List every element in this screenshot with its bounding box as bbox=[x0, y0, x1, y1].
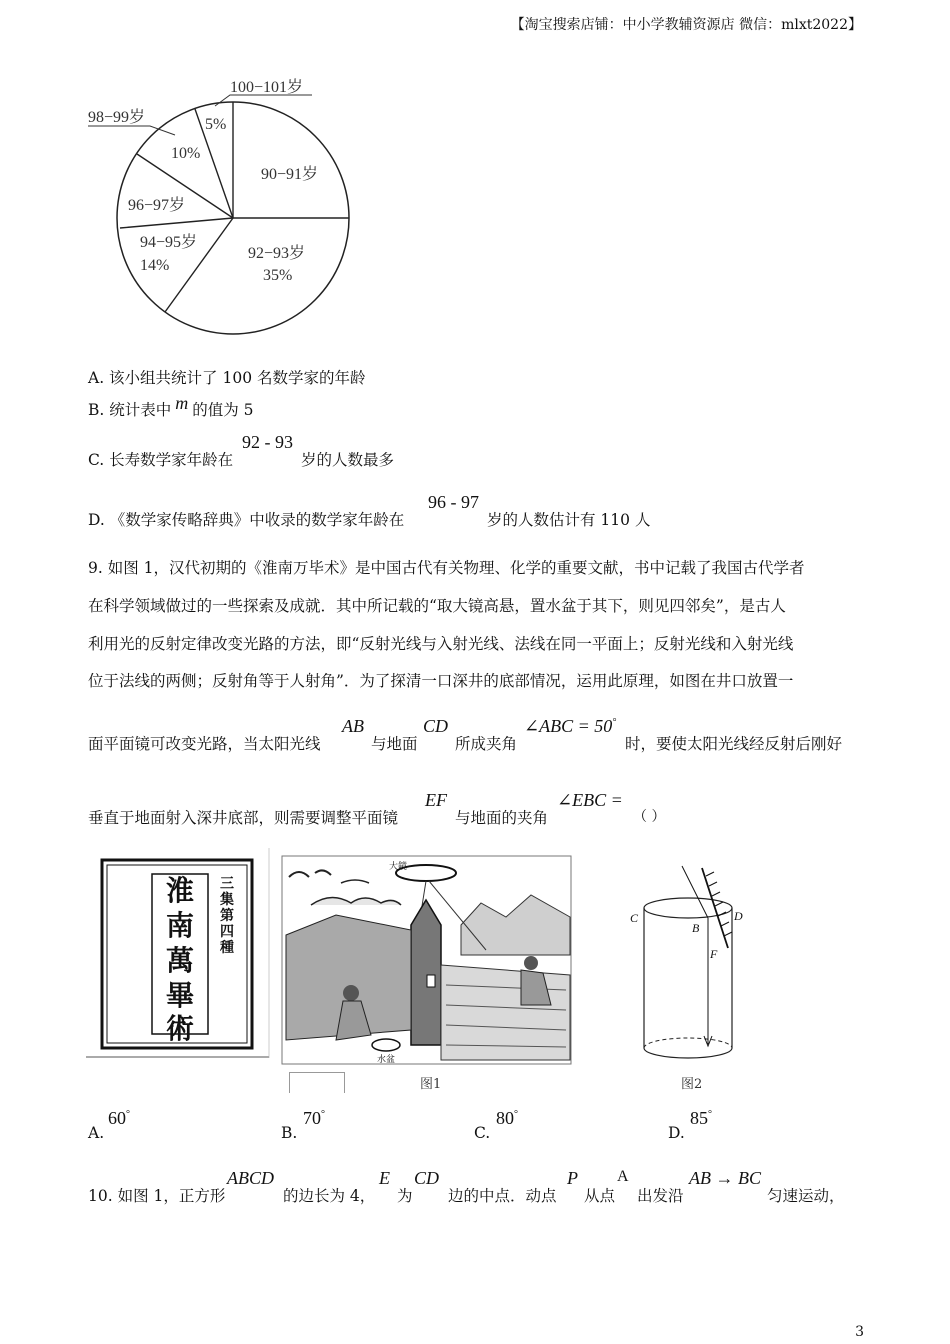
q10-path: AB → BC bbox=[689, 1168, 761, 1188]
q8-d-range: 96 - 97 bbox=[428, 492, 479, 512]
fig2-label-D: D bbox=[734, 909, 743, 923]
q8-b-pre: B. 统计表中 bbox=[88, 401, 172, 419]
fig2-caption: 图2 bbox=[681, 1077, 703, 1092]
q9-option-c-num: 80 bbox=[496, 1108, 514, 1128]
fig-book-cover bbox=[86, 848, 271, 1060]
q8-c-range: 92 - 93 bbox=[242, 432, 293, 452]
q9-angle-ABC bbox=[524, 716, 616, 737]
fig-mirror-scene bbox=[281, 855, 573, 1067]
q10-e: 从点 bbox=[584, 1187, 616, 1205]
q8-d-pre: D. 《数学家传略辞典》中收录的数学家年龄在 bbox=[88, 511, 405, 529]
q8-c-post: 岁的人数最多 bbox=[301, 451, 395, 469]
pie-divider-lower-left bbox=[165, 218, 233, 312]
book-side-4: 四 bbox=[220, 924, 234, 940]
q9-option-b-num: 70 bbox=[303, 1108, 321, 1128]
q10-ABCD: ABCD bbox=[227, 1168, 274, 1188]
pie-pct-5: 5% bbox=[205, 116, 227, 133]
q8-b-var: m bbox=[175, 393, 189, 413]
q9-line-4: 位于法线的两侧；反射角等于人射角”．为了探清一口深井的底部情况，运用此原理，如图在井口放置一 bbox=[88, 672, 794, 690]
q8-d-post: 岁的人数估计有 110 人 bbox=[487, 511, 651, 529]
book-side-5: 種 bbox=[220, 940, 234, 956]
q10-a: 10. 如图 1，正方形 bbox=[88, 1187, 226, 1205]
q9-line-5d: 时，要使太阳光线经反射后刚好 bbox=[625, 735, 843, 753]
q8-option-b bbox=[88, 393, 254, 420]
fig2-label-B: B bbox=[692, 921, 700, 935]
q8-option-c bbox=[88, 448, 233, 470]
book-char-1: 淮 bbox=[165, 874, 195, 907]
book-char-5: 術 bbox=[165, 1012, 195, 1045]
pie-label-100-101: 100−101岁 bbox=[230, 79, 304, 96]
q10-c: 为 bbox=[397, 1187, 413, 1205]
q9-option-c-value bbox=[496, 1108, 518, 1129]
fig2-label-F: F bbox=[710, 947, 718, 961]
fig2-well-diagram bbox=[620, 858, 760, 1068]
pie-label-94-95: 94−95岁 bbox=[140, 234, 198, 251]
fig1-caption: 图1 bbox=[420, 1077, 442, 1092]
q9-line-5a: 面平面镜可改变光路，当太阳光线 bbox=[88, 735, 321, 753]
book-char-4: 畢 bbox=[165, 979, 195, 1012]
q9-line-5b: 与地面 bbox=[371, 735, 418, 753]
q9-option-a-letter: A. bbox=[88, 1124, 105, 1142]
q8-c-pre: C. 长寿数学家年龄在 bbox=[88, 451, 234, 469]
q8-option-a: A. 该小组共统计了 100 名数学家的年龄 bbox=[88, 369, 366, 387]
q9-line-3: 利用光的反射定律改变光路的方法，即“反射光线与入射光线、法线在同一平面上；反射光线和入射光线 bbox=[88, 635, 794, 653]
leader-line-98 bbox=[88, 126, 175, 135]
pie-label-96-97: 96−97岁 bbox=[128, 197, 186, 214]
q9-option-b-letter: B. bbox=[281, 1124, 298, 1142]
q9-option-c-letter: C. bbox=[474, 1124, 491, 1142]
q10-d: 边的中点．动点 bbox=[448, 1187, 557, 1205]
q9-line-1: 9. 如图 1，汉代初期的《淮南万毕术》是中国古代有关物理、化学的重要文献，书中记载了我国古代学者 bbox=[88, 559, 805, 577]
q9-option-d-letter: D. bbox=[668, 1124, 685, 1142]
age-pie-chart bbox=[80, 70, 370, 345]
pie-label-90-91: 90−91岁 bbox=[261, 166, 319, 183]
q9-var-EF: EF bbox=[425, 790, 447, 810]
q9-option-d-deg: ° bbox=[708, 1109, 712, 1120]
q10-CD: CD bbox=[414, 1168, 440, 1188]
pie-pct-14: 14% bbox=[140, 257, 170, 274]
q10-A: A bbox=[617, 1168, 629, 1185]
pie-label-98-99: 98−99岁 bbox=[88, 109, 146, 126]
q9-angle-EBC: ∠EBC = bbox=[557, 790, 623, 810]
q9-option-a-deg: ° bbox=[126, 1109, 130, 1120]
q9-line-5c: 所成夹角 bbox=[455, 735, 518, 753]
fig1-caption-box bbox=[289, 1072, 345, 1093]
book-side-3: 第 bbox=[220, 908, 234, 924]
q9-option-b-deg: ° bbox=[321, 1109, 325, 1120]
q9-option-c-deg: ° bbox=[514, 1109, 518, 1120]
book-side-1: 三 bbox=[220, 876, 234, 892]
q9-line-6a: 垂直于地面射入深井底部，则需要调整平面镜 bbox=[88, 809, 399, 827]
q8-option-d bbox=[88, 508, 404, 530]
q9-option-a-value bbox=[108, 1108, 130, 1129]
q9-answer-paren: （ ） bbox=[633, 809, 666, 825]
book-char-3: 萬 bbox=[165, 944, 195, 977]
leader-line-100 bbox=[215, 95, 312, 106]
q10-E: E bbox=[379, 1168, 390, 1188]
q9-option-b-value bbox=[303, 1108, 325, 1129]
q9-angle-ABC-val: ∠ABC = 50 bbox=[524, 716, 613, 736]
q10-b: 的边长为 4， bbox=[283, 1187, 376, 1205]
q10-g: 匀速运动， bbox=[767, 1187, 845, 1205]
q8-b-post: 的值为 5 bbox=[192, 401, 254, 419]
pie-label-92-93: 92−93岁 bbox=[248, 245, 306, 262]
page-header: 【淘宝搜索店铺：中小学教辅资源店 微信：mlxt2022】 bbox=[510, 17, 862, 33]
pie-pct-10: 10% bbox=[171, 145, 201, 162]
q9-option-d-value bbox=[690, 1108, 712, 1129]
q9-line-6b: 与地面的夹角 bbox=[455, 809, 549, 827]
q9-angle-ABC-deg: ° bbox=[612, 717, 617, 728]
q10-P: P bbox=[567, 1168, 578, 1188]
q9-option-d-num: 85 bbox=[690, 1108, 708, 1128]
scene-label-basin: 水盆 bbox=[377, 1055, 396, 1065]
q9-var-CD: CD bbox=[423, 716, 449, 736]
page-number: 3 bbox=[855, 1324, 864, 1340]
q10-f: 出发沿 bbox=[637, 1187, 684, 1205]
book-char-2: 南 bbox=[165, 909, 195, 942]
fig2-label-C: C bbox=[630, 911, 639, 925]
q9-var-AB: AB bbox=[342, 716, 364, 736]
scene-label-mirror: 大鏡 bbox=[389, 862, 408, 872]
q9-option-a-num: 60 bbox=[108, 1108, 126, 1128]
q9-line-2: 在科学领域做过的一些探索及成就．其中所记载的“取大镜高悬，置水盆于其下，则见四邻矣”，是古人 bbox=[88, 597, 786, 615]
pie-pct-35: 35% bbox=[263, 267, 293, 284]
pie-divider-left bbox=[120, 218, 233, 228]
book-side-2: 集 bbox=[220, 892, 234, 908]
